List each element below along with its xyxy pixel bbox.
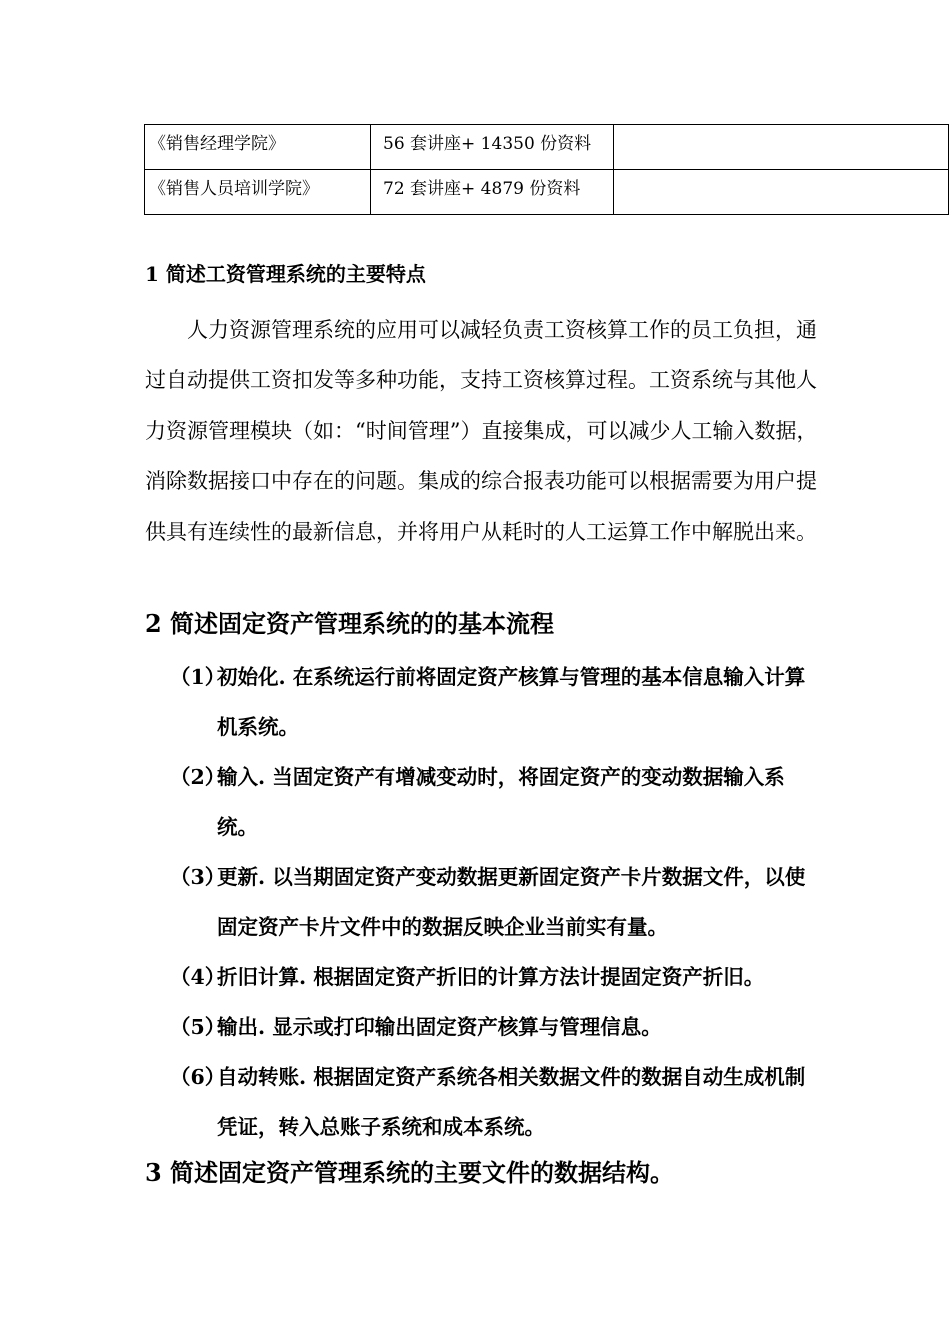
list-item-number: （2） (170, 765, 226, 789)
list-item-number: （6） (170, 1065, 226, 1089)
table-cell (614, 170, 949, 215)
list-item-text: 输出. 显示或打印输出固定资产核算与管理信息。 (217, 1015, 662, 1039)
list-item-text: 更新. 以当期固定资产变动数据更新固定资产卡片数据文件，以使固定资产卡片文件中的数据反映企业当前实有量。 (217, 865, 806, 939)
list-item (0, 852, 950, 952)
section-1-paragraph: 人力资源管理系统的应用可以减轻负责工资核算工作的员工负担，通过自动提供工资扣发等多种功能，支持工资核算过程。工资系统与其他人力资源管理模块（如：“时间管理”）直接集成，可以减少人工输入数据，消除数据接口中存在的问题。集成的综合报表功能可以根据需要为用户提供具有连续性的最新信息，并将用户从耗时的人工运算工作中解脱出来。 (145, 318, 818, 544)
list-item-text: 输入. 当固定资产有增减变动时，将固定资产的变动数据输入系统。 (217, 765, 785, 839)
list-item-number: （1） (170, 665, 226, 689)
list-item (0, 1002, 950, 1052)
process-step-list (0, 652, 950, 1152)
table-row (145, 170, 949, 215)
list-item (0, 952, 950, 1002)
table-cell: 72 套讲座+ 4879 份资料 (371, 170, 614, 215)
section-1-heading: 1 简述工资管理系统的主要特点 (145, 262, 426, 286)
resource-table (144, 124, 949, 215)
list-item-text: 初始化. 在系统运行前将固定资产核算与管理的基本信息输入计算机系统。 (217, 665, 806, 739)
list-item-number: （4） (170, 965, 226, 989)
table-row (145, 125, 949, 170)
table-cell (614, 125, 949, 170)
list-item-text: 自动转账. 根据固定资产系统各相关数据文件的数据自动生成机制凭证，转入总账子系统和成本系统。 (217, 1065, 806, 1139)
list-item (0, 1052, 950, 1152)
list-item (0, 752, 950, 852)
section-2-heading: 2 简述固定资产管理系统的的基本流程 (145, 609, 555, 638)
section-3-heading: 3 简述固定资产管理系统的主要文件的数据结构。 (145, 1158, 675, 1187)
list-item-number: （3） (170, 865, 226, 889)
table-cell: 《销售经理学院》 (145, 125, 371, 170)
table-cell: 《销售人员培训学院》 (145, 170, 371, 215)
list-item (0, 652, 950, 752)
list-item-number: （5） (170, 1015, 226, 1039)
table-cell: 56 套讲座+ 14350 份资料 (371, 125, 614, 170)
list-item-text: 折旧计算. 根据固定资产折旧的计算方法计提固定资产折旧。 (217, 965, 765, 989)
